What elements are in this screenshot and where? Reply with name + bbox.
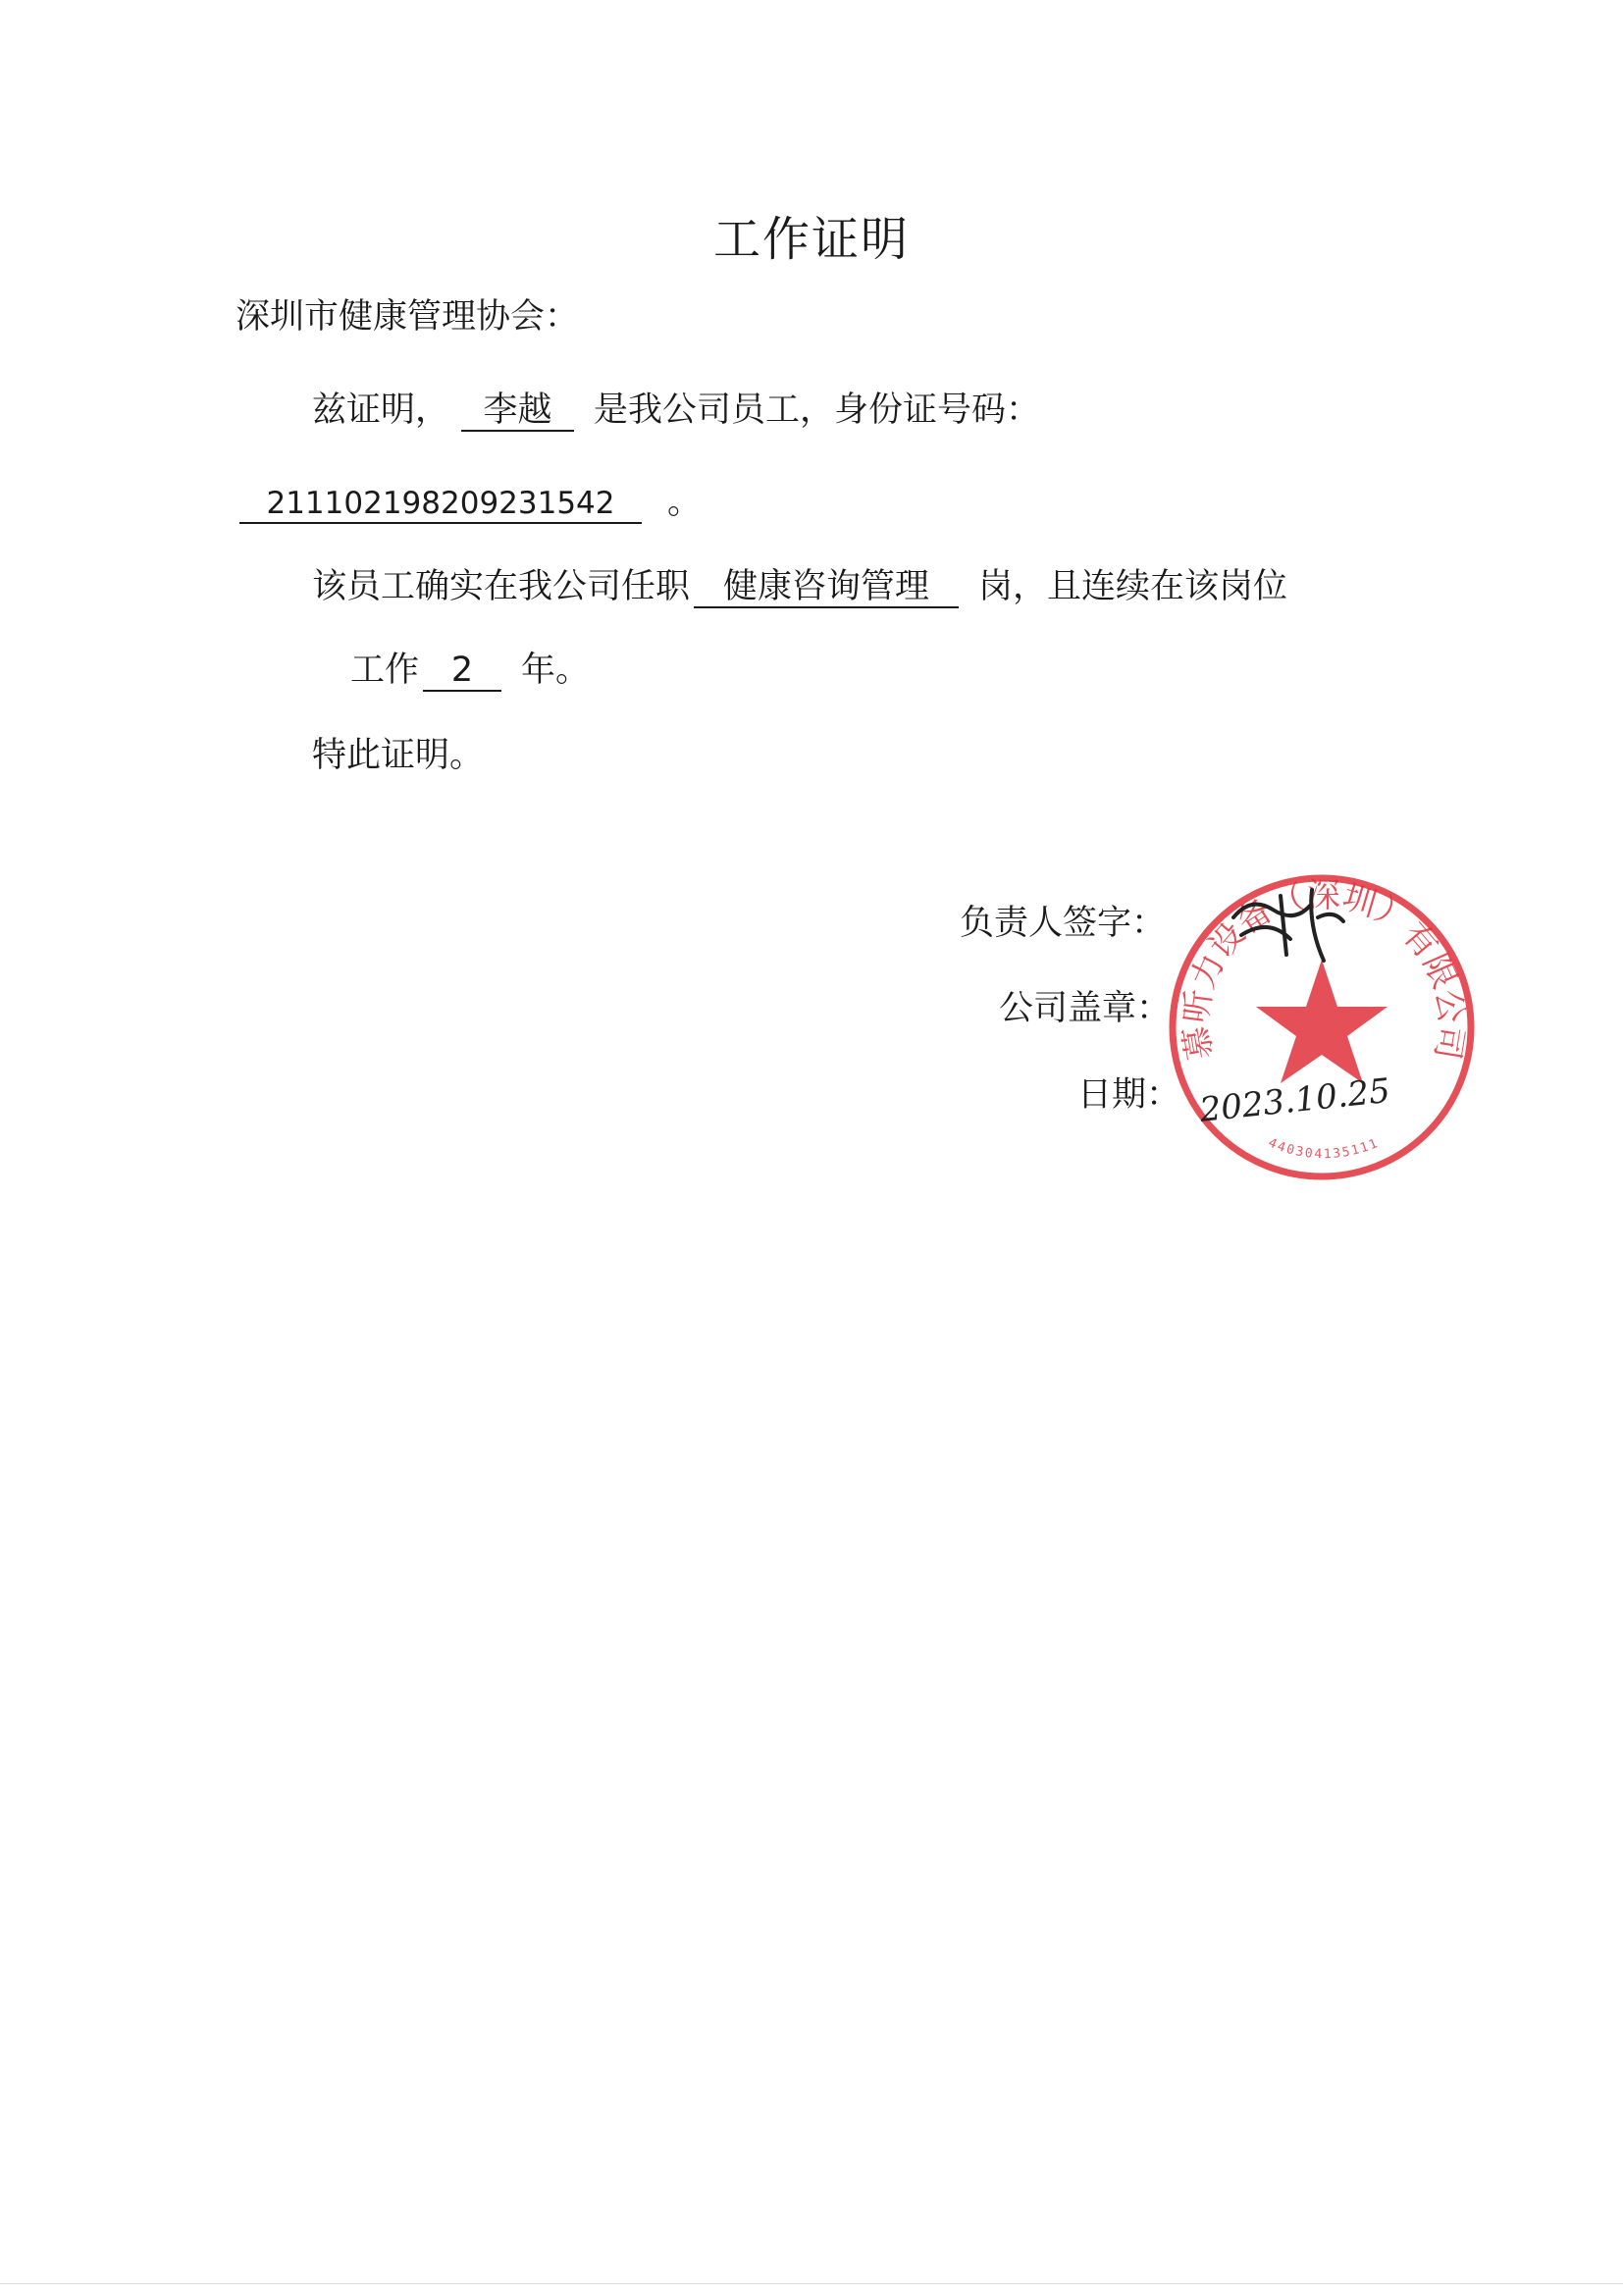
years-prefix: 工作 xyxy=(350,651,420,690)
handwritten-signature xyxy=(1222,878,1349,966)
statement-line-3 xyxy=(312,559,1287,608)
closing-line xyxy=(312,728,484,777)
years-suffix: 年。 xyxy=(521,651,591,690)
position-field: 健康咨询管理 xyxy=(694,567,959,608)
addressee xyxy=(236,289,579,339)
statement-prefix: 兹证明， xyxy=(312,391,450,430)
handwritten-date xyxy=(1195,1064,1392,1132)
statement-line-2 xyxy=(236,475,702,524)
employee-name-field: 李越 xyxy=(461,391,574,432)
seal-label: 公司盖章： xyxy=(999,989,1172,1028)
seal-code-text: 440304135111 xyxy=(1266,1135,1382,1163)
document-title: 工作证明 xyxy=(712,212,910,267)
closing-text: 特此证明。 xyxy=(312,736,485,775)
page-bottom-edge xyxy=(0,2283,1623,2284)
date-label: 日期： xyxy=(1077,1075,1181,1115)
position-prefix: 该员工确实在我公司任职 xyxy=(312,567,691,606)
signer-label: 负责人签字： xyxy=(960,904,1167,943)
id-number-field: 211102198209231542 xyxy=(239,487,642,524)
seal-ring-text: 慕听力设备（深圳）有限公司 xyxy=(1177,876,1471,1063)
addressee-text: 深圳市健康管理协会： xyxy=(236,297,580,337)
statement-suffix: 是我公司员工，身份证号码： xyxy=(594,391,1041,430)
years-field: 2 xyxy=(423,651,501,692)
svg-text:2023.10.25: 2023.10.25 xyxy=(1197,1070,1392,1130)
position-suffix: 岗，且连续在该岗位 xyxy=(978,567,1288,606)
statement-line-1 xyxy=(312,383,1040,432)
id-number-suffix: 。 xyxy=(667,483,703,522)
statement-line-4 xyxy=(350,643,590,692)
